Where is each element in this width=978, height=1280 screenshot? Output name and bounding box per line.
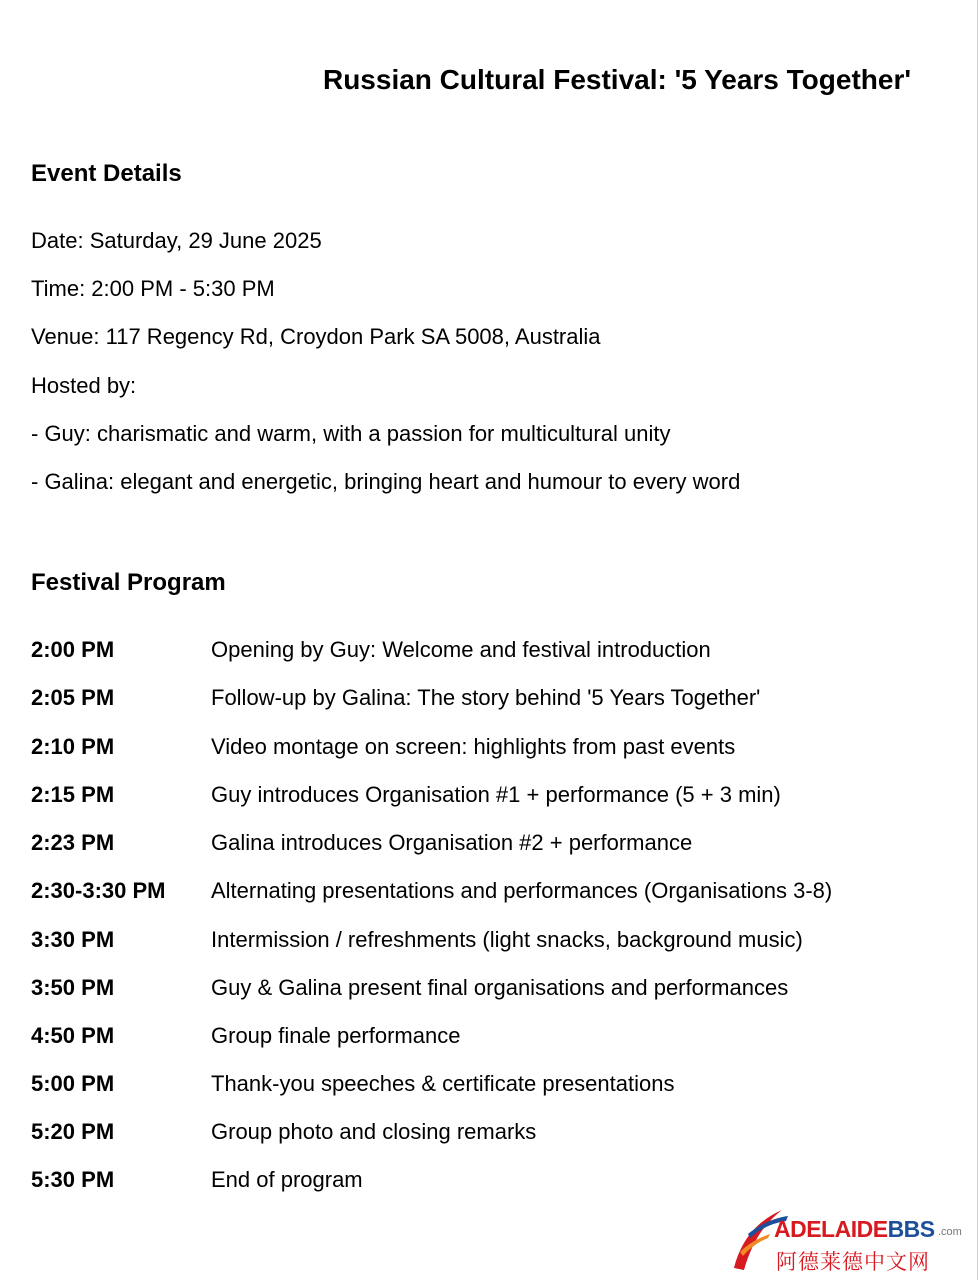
program-time: 2:00 PM (31, 637, 115, 662)
program-item (31, 782, 931, 812)
watermark-domain: .com (938, 1226, 962, 1238)
program-item (31, 1119, 931, 1149)
hosted-by-label: Hosted by: (31, 373, 137, 398)
host-galina: - Galina: elegant and energetic, bringing heart and humour to every word (31, 469, 741, 494)
document-title: Russian Cultural Festival: '5 Years Together' (322, 64, 911, 95)
program-item (31, 1167, 931, 1197)
program-description: Opening by Guy: Welcome and festival introduction (211, 637, 711, 662)
program-description: Intermission / refreshments (light snacks, background music) (211, 927, 803, 952)
program-description: Follow-up by Galina: The story behind '5 Years Together' (211, 685, 761, 710)
program-description: Group finale performance (211, 1023, 461, 1048)
program-time: 5:20 PM (31, 1119, 115, 1144)
program-item (31, 734, 931, 764)
program-item (31, 637, 931, 667)
program-description: Thank-you speeches & certificate presentations (211, 1071, 675, 1096)
host-guy: - Guy: charismatic and warm, with a passion for multicultural unity (31, 421, 671, 446)
program-description: End of program (211, 1167, 363, 1192)
program-item (31, 1023, 931, 1053)
program-item (31, 878, 931, 908)
event-time: Time: 2:00 PM - 5:30 PM (31, 276, 275, 301)
program-time: 3:30 PM (31, 927, 115, 952)
program-item (31, 830, 931, 860)
event-date: Date: Saturday, 29 June 2025 (31, 228, 322, 253)
watermark-brand-bbs: BBS (887, 1216, 935, 1242)
watermark-brand-adelaide: ADELAIDE (774, 1216, 888, 1242)
program-time: 5:00 PM (31, 1071, 115, 1096)
program-time: 3:50 PM (31, 975, 115, 1000)
watermark-brand (774, 1216, 935, 1243)
program-item (31, 1071, 931, 1101)
program-description: Guy & Galina present final organisations and performances (211, 975, 789, 1000)
adelaidebbs-watermark (730, 1202, 974, 1276)
event-venue: Venue: 117 Regency Rd, Croydon Park SA 5008, Australia (31, 324, 601, 349)
program-time: 2:05 PM (31, 685, 115, 710)
program-time: 2:15 PM (31, 782, 115, 807)
program-time: 4:50 PM (31, 1023, 115, 1048)
watermark-chinese: 阿德莱德中文网 (776, 1251, 930, 1274)
program-description: Video montage on screen: highlights from past events (211, 734, 736, 759)
program-time: 2:23 PM (31, 830, 115, 855)
festival-program-heading: Festival Program (31, 569, 226, 596)
program-time: 2:30-3:30 PM (31, 878, 166, 903)
program-time: 2:10 PM (31, 734, 115, 759)
program-description: Guy introduces Organisation #1 + performance (5 + 3 min) (211, 782, 781, 807)
program-time: 5:30 PM (31, 1167, 115, 1192)
program-item (31, 685, 931, 715)
program-item (31, 975, 931, 1005)
program-description: Group photo and closing remarks (211, 1119, 537, 1144)
program-item (31, 927, 931, 957)
program-description: Galina introduces Organisation #2 + performance (211, 830, 693, 855)
event-details-heading: Event Details (31, 160, 182, 187)
program-description: Alternating presentations and performances (Organisations 3-8) (211, 878, 833, 903)
